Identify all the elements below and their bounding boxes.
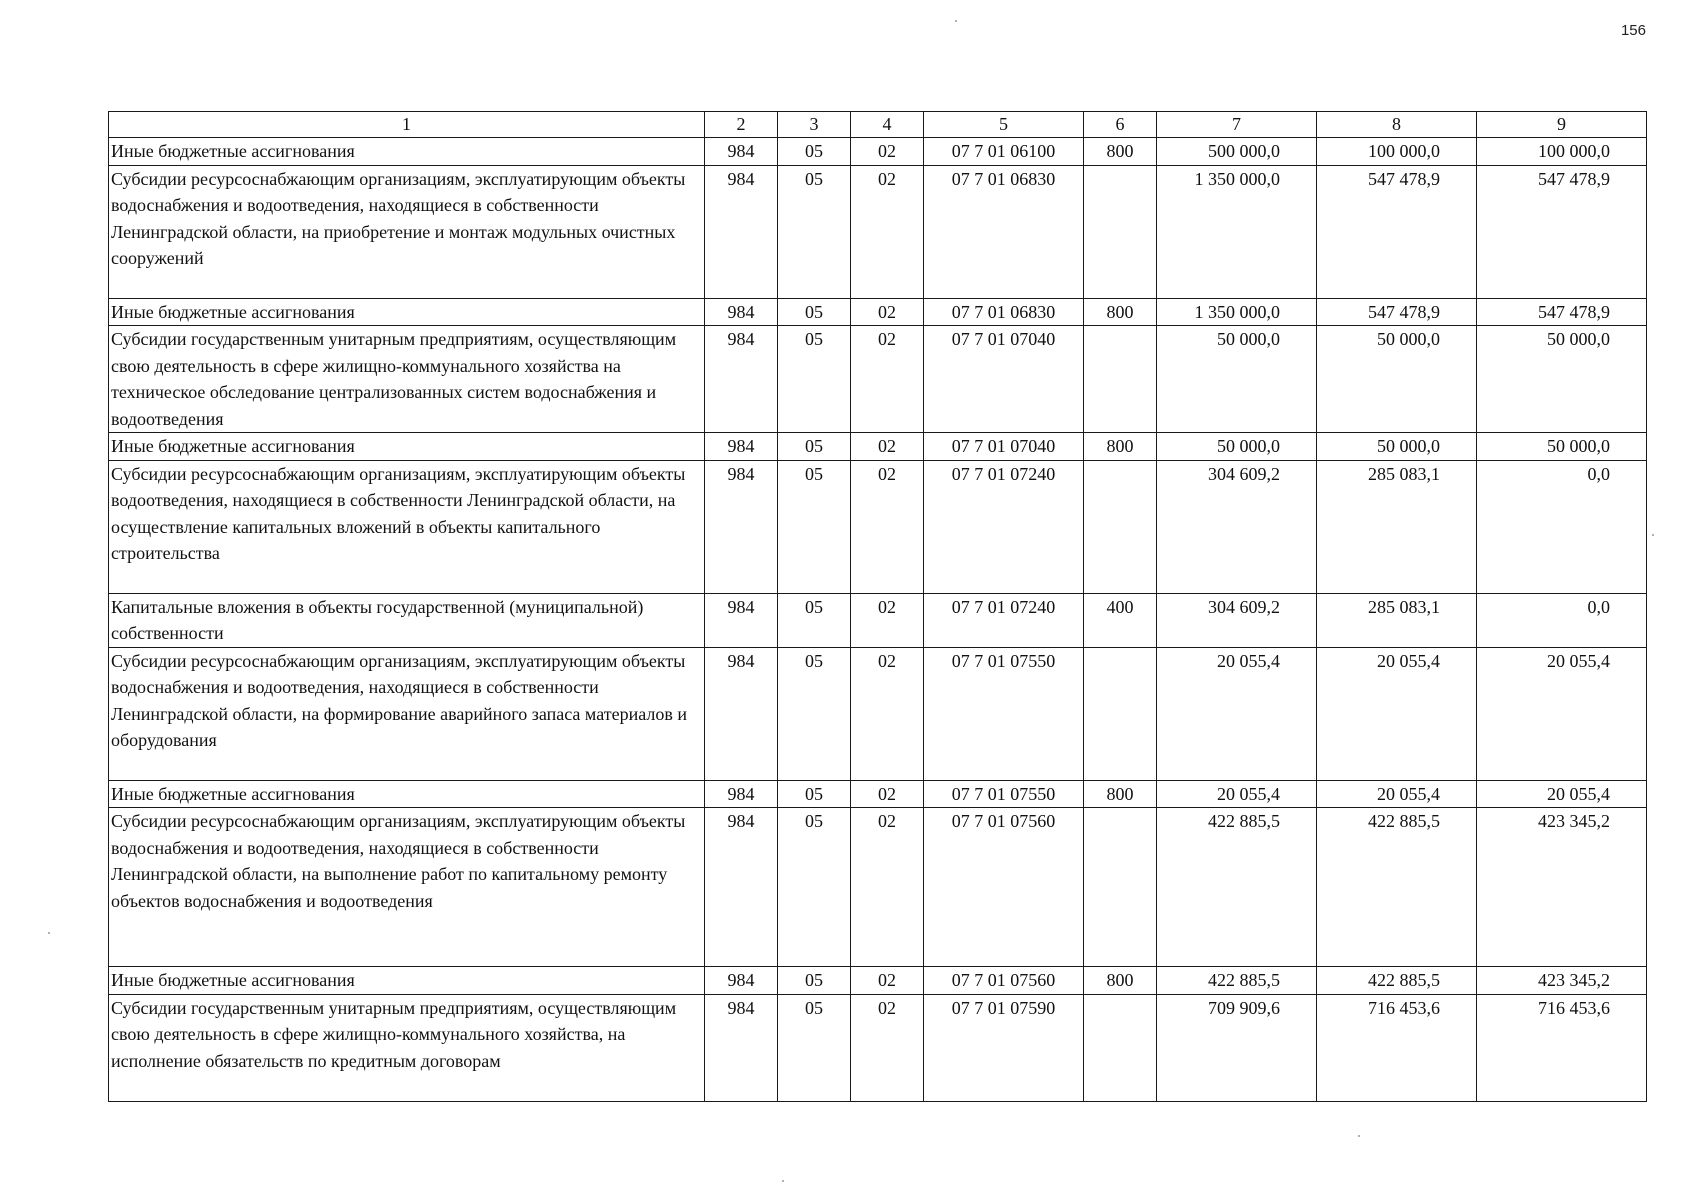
cell-col2: 984 [705,326,778,433]
cell-col3: 05 [778,165,851,298]
cell-col2: 984 [705,994,778,1101]
column-header: 2 [705,112,778,138]
cell-col2: 984 [705,593,778,647]
cell-col8: 50 000,0 [1317,326,1477,433]
cell-col8: 20 055,4 [1317,647,1477,780]
cell-col7: 1 350 000,0 [1157,298,1317,326]
cell-col3: 05 [778,326,851,433]
scan-speck [1652,534,1654,536]
table-row [109,460,1647,593]
cell-col9: 20 055,4 [1477,647,1647,780]
cell-col6 [1084,326,1157,433]
row-name: Иные бюджетные ассигнования [109,433,705,461]
row-name: Капитальные вложения в объекты государственной (муниципальной) собственности [109,593,705,647]
cell-col3: 05 [778,138,851,166]
column-header: 8 [1317,112,1477,138]
cell-col2: 984 [705,780,778,808]
cell-col7: 500 000,0 [1157,138,1317,166]
cell-col9: 423 345,2 [1477,808,1647,967]
cell-col8: 422 885,5 [1317,967,1477,995]
cell-col2: 984 [705,647,778,780]
cell-col5: 07 7 01 07560 [924,808,1084,967]
cell-col3: 05 [778,780,851,808]
cell-col8: 547 478,9 [1317,165,1477,298]
cell-col7: 1 350 000,0 [1157,165,1317,298]
cell-col7: 304 609,2 [1157,460,1317,593]
row-name: Субсидии ресурсоснабжающим организациям, эксплуатирующим объекты водоотведения, находящиеся в собственности Ленинградской области, на осуществление капитальных вложений в объекты капитального строительства [109,460,705,593]
table-row [109,326,1647,433]
cell-col6 [1084,165,1157,298]
cell-col4: 02 [851,967,924,995]
cell-col4: 02 [851,647,924,780]
row-name: Субсидии ресурсоснабжающим организациям, эксплуатирующим объекты водоснабжения и водоотведения, находящиеся в собственности Ленинградской области, на приобретение и монтаж модульных очистных сооружений [109,165,705,298]
cell-col7: 304 609,2 [1157,593,1317,647]
column-header: 1 [109,112,705,138]
cell-col7: 709 909,6 [1157,994,1317,1101]
cell-col5: 07 7 01 07550 [924,780,1084,808]
row-name: Иные бюджетные ассигнования [109,967,705,995]
cell-col7: 50 000,0 [1157,433,1317,461]
cell-col8: 285 083,1 [1317,460,1477,593]
column-header: 9 [1477,112,1647,138]
cell-col9: 547 478,9 [1477,298,1647,326]
cell-col6 [1084,994,1157,1101]
cell-col8: 50 000,0 [1317,433,1477,461]
cell-col6: 800 [1084,138,1157,166]
row-name: Субсидии ресурсоснабжающим организациям, эксплуатирующим объекты водоснабжения и водоотведения, находящиеся в собственности Ленинградской области, на выполнение работ по капитальному ремонту объектов водоснабжения и водоотведения [109,808,705,967]
cell-col4: 02 [851,593,924,647]
cell-col3: 05 [778,460,851,593]
cell-col3: 05 [778,994,851,1101]
cell-col6 [1084,647,1157,780]
cell-col9: 100 000,0 [1477,138,1647,166]
table-row [109,298,1647,326]
table-row [109,433,1647,461]
cell-col4: 02 [851,433,924,461]
cell-col8: 100 000,0 [1317,138,1477,166]
cell-col7: 50 000,0 [1157,326,1317,433]
table-row [109,593,1647,647]
cell-col5: 07 7 01 07240 [924,460,1084,593]
cell-col9: 0,0 [1477,460,1647,593]
cell-col5: 07 7 01 06830 [924,165,1084,298]
cell-col2: 984 [705,460,778,593]
cell-col2: 984 [705,298,778,326]
row-name: Иные бюджетные ассигнования [109,138,705,166]
scan-speck [955,20,957,22]
cell-col3: 05 [778,433,851,461]
cell-col7: 20 055,4 [1157,780,1317,808]
cell-col4: 02 [851,298,924,326]
cell-col6: 400 [1084,593,1157,647]
cell-col5: 07 7 01 07560 [924,967,1084,995]
cell-col2: 984 [705,165,778,298]
cell-col5: 07 7 01 07550 [924,647,1084,780]
cell-col3: 05 [778,298,851,326]
table-row [109,647,1647,780]
cell-col2: 984 [705,967,778,995]
cell-col7: 20 055,4 [1157,647,1317,780]
cell-col9: 0,0 [1477,593,1647,647]
cell-col4: 02 [851,994,924,1101]
cell-col4: 02 [851,460,924,593]
cell-col8: 547 478,9 [1317,298,1477,326]
cell-col2: 984 [705,138,778,166]
cell-col6: 800 [1084,967,1157,995]
cell-col8: 716 453,6 [1317,994,1477,1101]
cell-col4: 02 [851,138,924,166]
budget-table [108,111,1647,1102]
table-row [109,994,1647,1101]
cell-col6: 800 [1084,433,1157,461]
scan-speck [1358,1135,1360,1137]
column-header: 7 [1157,112,1317,138]
cell-col8: 20 055,4 [1317,780,1477,808]
cell-col6: 800 [1084,780,1157,808]
cell-col9: 50 000,0 [1477,433,1647,461]
cell-col3: 05 [778,647,851,780]
column-header: 5 [924,112,1084,138]
cell-col4: 02 [851,326,924,433]
row-name: Субсидии ресурсоснабжающим организациям, эксплуатирующим объекты водоснабжения и водоотведения, находящиеся в собственности Ленинградской области, на формирование аварийного запаса материалов и оборудования [109,647,705,780]
cell-col6: 800 [1084,298,1157,326]
cell-col4: 02 [851,165,924,298]
cell-col9: 20 055,4 [1477,780,1647,808]
scan-speck [782,1180,784,1182]
cell-col5: 07 7 01 07240 [924,593,1084,647]
cell-col4: 02 [851,780,924,808]
scan-speck [48,932,50,934]
cell-col6 [1084,460,1157,593]
cell-col9: 423 345,2 [1477,967,1647,995]
cell-col3: 05 [778,593,851,647]
row-name: Иные бюджетные ассигнования [109,780,705,808]
cell-col7: 422 885,5 [1157,967,1317,995]
table-row [109,780,1647,808]
column-header: 3 [778,112,851,138]
page-number: 156 [1620,22,1646,39]
table-row [109,165,1647,298]
row-name: Субсидии государственным унитарным предприятиям, осуществляющим свою деятельность в сфере жилищно-коммунального хозяйства, на исполнение обязательств по кредитным договорам [109,994,705,1101]
table-row [109,138,1647,166]
cell-col9: 716 453,6 [1477,994,1647,1101]
cell-col5: 07 7 01 07040 [924,326,1084,433]
cell-col5: 07 7 01 07040 [924,433,1084,461]
cell-col3: 05 [778,808,851,967]
cell-col7: 422 885,5 [1157,808,1317,967]
cell-col9: 547 478,9 [1477,165,1647,298]
cell-col2: 984 [705,808,778,967]
table-header-row [109,112,1647,138]
cell-col3: 05 [778,967,851,995]
column-header: 4 [851,112,924,138]
cell-col8: 422 885,5 [1317,808,1477,967]
row-name: Субсидии государственным унитарным предприятиям, осуществляющим свою деятельность в сфере жилищно-коммунального хозяйства на техническое обследование централизованных систем водоснабжения и водоотведения [109,326,705,433]
row-name: Иные бюджетные ассигнования [109,298,705,326]
cell-col5: 07 7 01 06830 [924,298,1084,326]
cell-col5: 07 7 01 07590 [924,994,1084,1101]
cell-col4: 02 [851,808,924,967]
cell-col9: 50 000,0 [1477,326,1647,433]
cell-col8: 285 083,1 [1317,593,1477,647]
table-row [109,808,1647,967]
cell-col5: 07 7 01 06100 [924,138,1084,166]
cell-col2: 984 [705,433,778,461]
column-header: 6 [1084,112,1157,138]
cell-col6 [1084,808,1157,967]
table-row [109,967,1647,995]
